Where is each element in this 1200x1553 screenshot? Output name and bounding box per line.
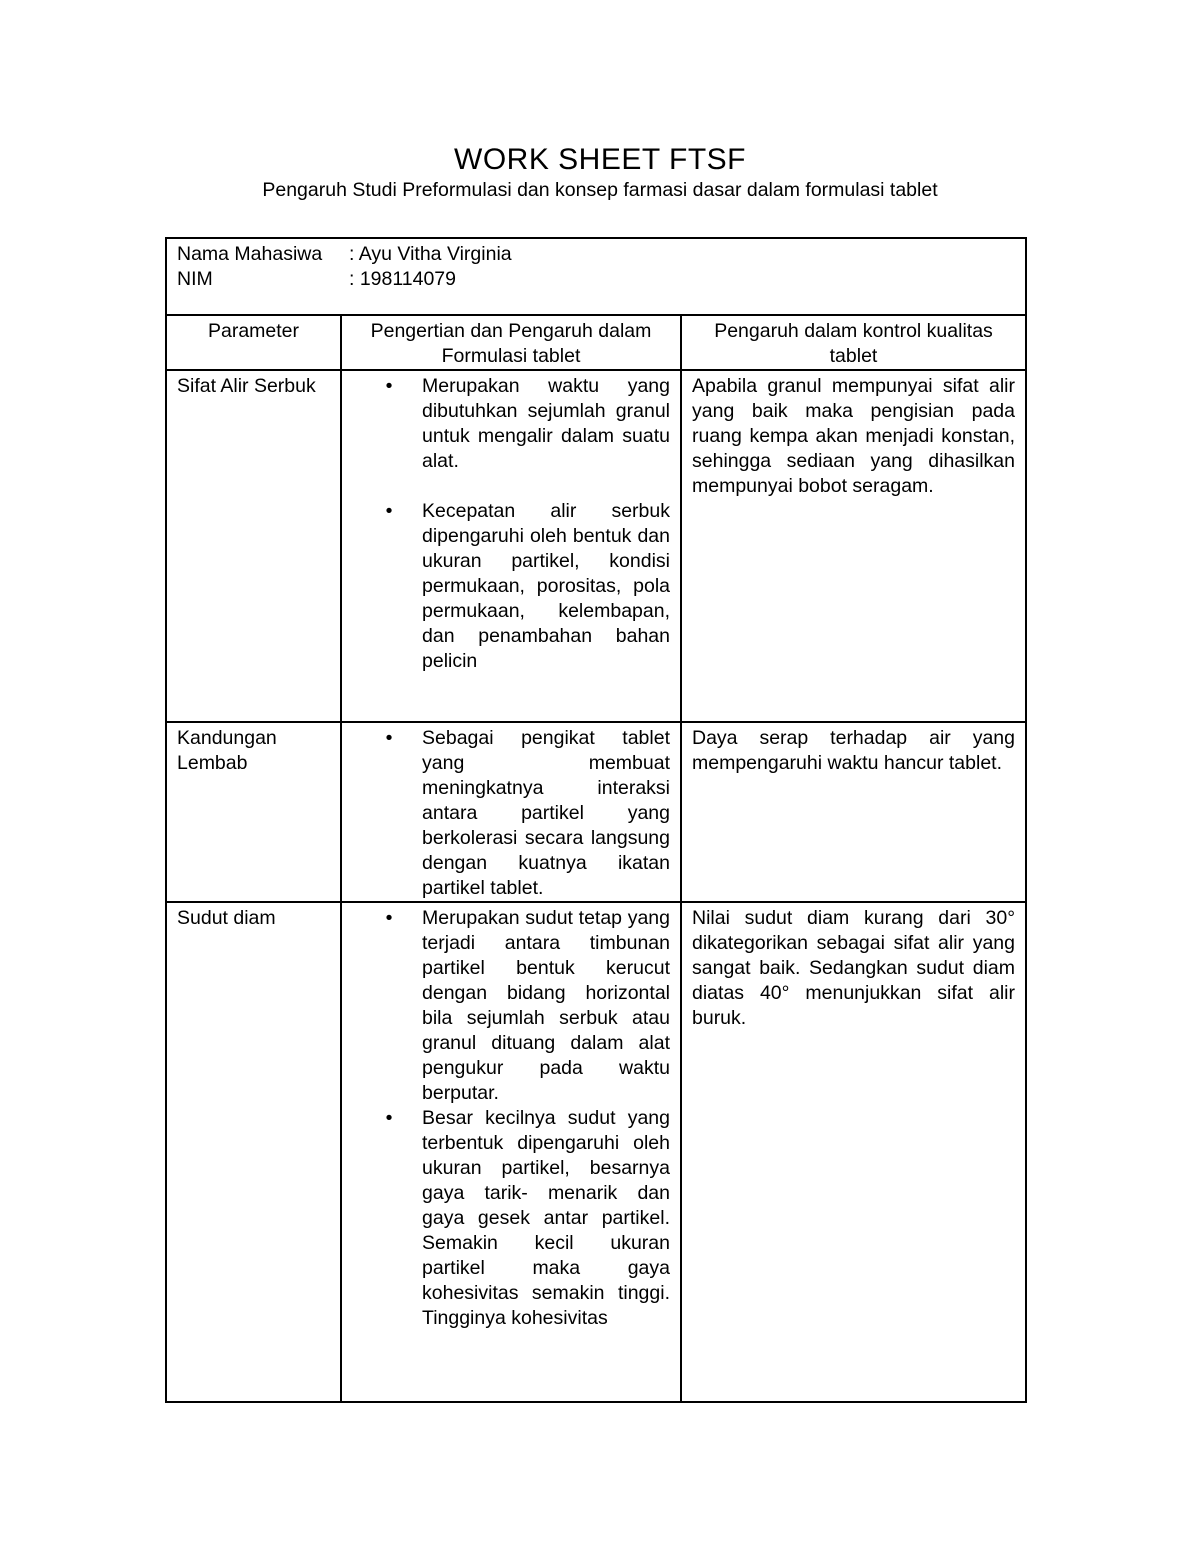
bullet-icon: • <box>385 727 393 749</box>
header-quality: Pengaruh dalam kontrol kualitas tablet <box>681 315 1026 370</box>
table-row <box>166 722 1026 902</box>
quality-cell: Apabila granul mempunyai sifat alir yang baik maka pengisian pada ruang kempa akan menjadi konstan, sehingga sediaan yang dihasilkan mempunyai bobot seragam. <box>681 370 1026 722</box>
point-text: Kecepatan alir serbuk dipengaruhi oleh bentuk dan ukuran partikel, kondisi permukaan, porositas, pola permukaan, kelembapan, dan penambahan bahan pelicin <box>422 500 670 672</box>
definition-cell <box>341 370 681 722</box>
header-parameter: Parameter <box>166 315 341 370</box>
header-row <box>166 315 1026 370</box>
student-name-line <box>177 242 1015 267</box>
student-name-label: Nama Mahasiwa <box>177 243 323 265</box>
point-text: Besar kecilnya sudut yang terbentuk dipengaruhi oleh ukuran partikel, besarnya gaya tarik- menarik dan gaya gesek antar partikel. Semakin kecil ukuran partikel maka gaya kohesivitas semakin tinggi. Tingginya kohesivitas <box>422 1107 670 1329</box>
parameter-cell: Sifat Alir Serbuk <box>166 370 341 722</box>
list-item <box>385 726 670 901</box>
table-row <box>166 902 1026 1402</box>
point-text: Merupakan sudut tetap yang terjadi antara timbunan partikel bentuk kerucut dengan bidang horizontal bila sejumlah serbuk atau granul dituang dalam alat pengukur pada waktu berputar. <box>422 907 670 1104</box>
point-text: Merupakan waktu yang dibutuhkan sejumlah granul untuk mengalir dalam suatu alat. <box>422 375 670 472</box>
point-text: Sebagai pengikat tablet yang membuat meningkatnya interaksi antara partikel yang berkolerasi secara langsung dengan kuatnya ikatan partikel tablet. <box>422 727 670 899</box>
parameter-cell: Kandungan Lembab <box>166 722 341 902</box>
list-item <box>385 374 670 474</box>
page-subtitle: Pengaruh Studi Preformulasi dan konsep farmasi dasar dalam formulasi tablet <box>262 179 938 201</box>
student-info-row <box>166 238 1026 315</box>
bullet-icon: • <box>385 1107 393 1129</box>
list-item <box>385 1106 670 1331</box>
parameter-cell: Sudut diam <box>166 902 341 1402</box>
student-nim-label: NIM <box>177 268 213 290</box>
student-nim-line <box>177 267 1015 292</box>
bullet-icon: • <box>385 375 393 397</box>
student-name-value: : Ayu Vitha Virginia <box>349 243 512 265</box>
page-title: WORK SHEET FTSF <box>454 143 746 176</box>
bullet-icon: • <box>385 500 393 522</box>
student-nim-value: : 198114079 <box>349 268 456 290</box>
definition-cell <box>341 902 681 1402</box>
student-info-cell <box>166 238 1026 315</box>
quality-cell: Daya serap terhadap air yang mempengaruhi waktu hancur tablet. <box>681 722 1026 902</box>
worksheet-table <box>165 237 1027 1403</box>
list-item <box>385 906 670 1106</box>
table-row <box>166 370 1026 722</box>
definition-cell <box>341 722 681 902</box>
quality-cell: Nilai sudut diam kurang dari 30° dikategorikan sebagai sifat alir yang sangat baik. Sedangkan sudut diam diatas 40° menunjukkan sifat alir buruk. <box>681 902 1026 1402</box>
bullet-icon: • <box>385 907 393 929</box>
header-definition: Pengertian dan Pengaruh dalam Formulasi tablet <box>341 315 681 370</box>
list-item <box>385 499 670 674</box>
